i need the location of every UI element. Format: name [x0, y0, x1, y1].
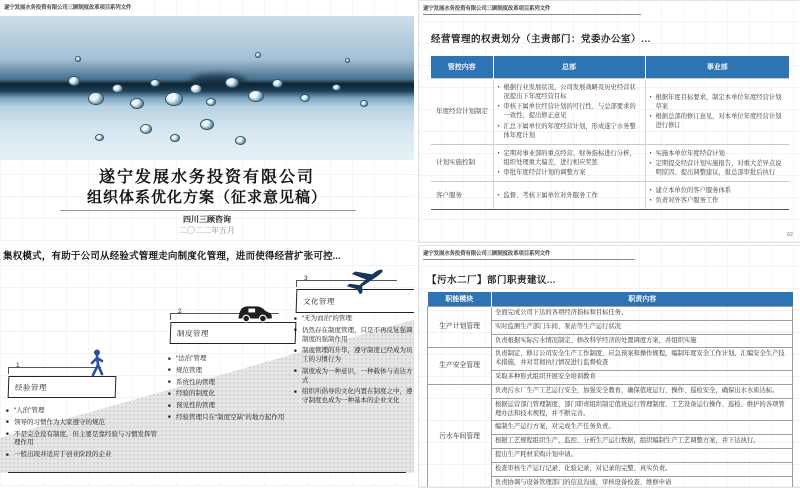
stage-label: 经验管理	[14, 382, 48, 392]
bullet-item: • 定期对事业部的重点经营、财务指标进行分析，组织处理重大偏差，进行相应奖惩	[498, 149, 641, 167]
list-item: ■ 预见性的管理	[168, 402, 306, 411]
bullet-item: • 实施本单位年度经营计划	[650, 149, 786, 158]
bubble	[170, 134, 180, 142]
bubble	[165, 92, 183, 106]
stage-banner	[170, 322, 297, 344]
duty-cell: 负责协调与设备管理部门的信息沟通，审核设备检查、维修申请	[492, 476, 793, 488]
bullet-item: • 审核下属单位经营计划的可行性、与总部要求的一致性，提出修正意见	[498, 102, 641, 120]
module-label: 生产安全管理	[428, 348, 492, 384]
bubble	[190, 84, 202, 94]
table-row	[428, 384, 793, 398]
duty-cell: 编制生产运行方案，对完成生产任务负责。	[492, 421, 793, 435]
bubble	[225, 77, 239, 88]
bubble	[248, 90, 264, 102]
list-item: ■ 组织所倡导的文化内置在制度之中，遵守制度也成为一种基本的企业文化	[294, 388, 414, 406]
list-item: ■ 制度管理的升华，遵守制度已经成为员工的习惯行为	[294, 347, 414, 365]
col-header-control-content: 管控内容	[431, 56, 493, 79]
bubble	[300, 94, 310, 102]
bullet-item: • 审批年度经营计划的调整方案	[498, 168, 641, 177]
row-label: 年度经营计划制定	[431, 79, 493, 145]
row-label: 计划实施控制	[431, 144, 493, 181]
slide-title: 经营管理的权责划分（主责部门：党委办公室）…	[431, 35, 652, 45]
bullet-item: • 负责对外客户服务工作	[650, 196, 786, 205]
droplet	[75, 56, 81, 62]
bu-cell	[645, 182, 789, 210]
slide-management-evolution	[0, 245, 414, 486]
duty-cell: 提出生产耗材采购计划申请。	[492, 448, 793, 462]
list-item: ■ 经验的制度化	[168, 390, 306, 399]
col-header-module: 职能模块	[428, 292, 492, 307]
authority-table	[431, 56, 789, 210]
water-photo	[0, 16, 414, 160]
stage-bullet-list	[294, 315, 414, 409]
bullet-item: • 根据行业发展状况、公司发展战略及历史经营状况提出下年度经营目标	[498, 83, 641, 101]
hq-cell	[493, 79, 645, 145]
doc-series-header: 遂宁发展水务投资有限公司三顾制度改革项目系列文件	[423, 6, 551, 12]
bubble	[95, 134, 104, 141]
bubble	[68, 76, 80, 86]
col-header-business-unit: 事业部	[645, 56, 789, 79]
hq-cell	[493, 182, 645, 210]
table-header-row	[428, 292, 793, 307]
bullet-item: • 根据年度目标要求，制定本单位年度经营计划草案	[650, 93, 786, 111]
hq-cell	[493, 144, 645, 181]
bullet-item: • 建立本单位的客户服务体系	[650, 186, 786, 195]
list-item: ■ 不是完全没有制度，但主要是靠经验与习惯发挥管理作用	[6, 431, 158, 449]
bullet-item: • 监督、考核下属单位对外服务工作	[498, 191, 641, 200]
bullet-item: • 定期提交经营计划实施报告，对重大差异点说明原因、提出调整建议，报总部审批后执行	[650, 159, 786, 177]
bubble	[332, 84, 341, 91]
module-label: 生产计划管理	[428, 307, 492, 348]
duty-cell: 负责污水厂生产工艺运行安全，加强安全教育，确保值班运行、操作、巡检安全，确保出水水质达标。	[492, 384, 793, 398]
stage-label: 文化管理	[302, 296, 336, 306]
stage-bullet-list	[6, 407, 158, 463]
duty-cell: 根据运营部门管理制度、部门职责组织制定值班运行管理制度、工艺设备运行操作、巡检、维护的各项管理办法和技术规程，并不断完善。	[492, 398, 793, 421]
bubble	[88, 92, 104, 105]
droplet	[345, 58, 350, 63]
list-item: ■ “无为而治”的管理	[294, 315, 414, 324]
list-item: ■ “法治”管理	[168, 355, 306, 364]
list-item: ■ 经验管理只在“制度空缺”的地方起作用	[168, 414, 306, 423]
cover-title-line1: 遂宁发展水务投资有限公司	[98, 169, 315, 186]
table-row	[431, 182, 789, 210]
bubble	[272, 79, 283, 88]
slide-title: 集权模式，有助于公司从经验式管理走向制度化管理，进而使得经营扩张可控...	[3, 252, 341, 262]
bubble	[150, 79, 160, 87]
bu-cell	[645, 144, 789, 181]
table-row	[428, 348, 793, 371]
bubble	[112, 84, 123, 93]
droplet	[255, 52, 261, 58]
step-number: 2	[178, 308, 182, 315]
list-item: ■ “人治”管理	[6, 407, 158, 416]
cover-divider	[60, 210, 356, 211]
bullet-item: • 汇总下属单位的年度经营计划，形成遂宁水务整体年度计划	[498, 122, 641, 140]
doc-series-header: 遂宁发展水务投资有限公司三顾制度改革项目系列文件	[4, 5, 132, 11]
doc-series-header: 遂宁发展水务投资有限公司三顾制度改革项目系列文件	[423, 251, 551, 257]
duty-cell: 根据工艺规程组织生产，监控、分析生产运行数据，组织编制生产工艺调整方案，并下达执行。	[492, 435, 793, 449]
list-item: ■ 制度成为一种意识，一种载体与表达方式	[294, 368, 414, 386]
slide-cover	[0, 0, 414, 241]
duty-cell: 负责制定、修订公司安全生产工作制度、应急预案和操作规程，编制年度安全工作计划、汇编安全生产技术措施，并对贯彻执行情况进行监督检查	[492, 348, 793, 371]
stage-bullet-list	[168, 355, 306, 426]
bubble	[140, 124, 152, 134]
list-item: ■ 规范管理	[168, 367, 306, 376]
car-icon	[234, 303, 274, 323]
page-number: 62	[786, 232, 793, 238]
slide-authority-split	[418, 0, 800, 243]
duty-cell: 检查审核生产运行记录、化验记录，对记录的完整、真实负责。	[492, 462, 793, 476]
col-header-duty: 职责内容	[492, 292, 793, 307]
table-header-row	[431, 56, 789, 79]
duties-table	[427, 292, 793, 488]
table-row	[428, 307, 793, 321]
duty-cell: 采取多种形式组织开展安全培训教育	[492, 371, 793, 385]
module-label: 污水车间管理	[428, 384, 492, 488]
step-number: 3	[304, 275, 308, 282]
list-item: ■ 系统性的管理	[168, 379, 306, 388]
bubble	[200, 119, 214, 130]
slide-title: 【污水二厂】部门职责建议...	[427, 276, 556, 286]
bubble	[235, 136, 246, 145]
list-item: ■ 仍然存在制度管理，只是不再反复强调制度的强制作用	[294, 327, 414, 345]
baseline	[8, 472, 406, 473]
bubble	[130, 98, 144, 109]
cover-title-line2: 组织体系优化方案（征求意见稿）	[86, 190, 327, 206]
bubble	[360, 100, 368, 107]
consultant-name: 四川三顾咨询	[183, 215, 231, 224]
bullet-item: • 根据总部的修订意见，对本单位年度经营计划进行修订	[650, 112, 786, 130]
duty-cell: 实时监测生产部门车间、泵站等生产运行状况	[492, 320, 793, 334]
table-row	[431, 144, 789, 181]
header-underline	[423, 259, 635, 260]
slide-department-duties	[418, 245, 800, 488]
list-item: ■ 一般出现并适应于创业阶段的企业	[6, 451, 158, 460]
col-header-headquarters: 总部	[493, 56, 645, 79]
stage-label: 制度管理	[176, 328, 210, 338]
duty-cell: 负责根据实际污水情况制定、修改科学经济的处置调度方案，并组织实施	[492, 334, 793, 348]
step-number: 1	[16, 362, 20, 369]
row-label: 客户服务	[431, 182, 493, 210]
stage-banner	[8, 376, 117, 398]
walking-person-icon	[86, 349, 108, 377]
bubble	[206, 98, 216, 106]
cover-date: 二〇二二年五月	[179, 226, 235, 235]
table-row	[431, 79, 789, 145]
header-underline	[423, 14, 641, 15]
airplane-icon	[340, 267, 388, 295]
list-item: ■ 领导的习惯作为大家遵守的规范	[6, 419, 158, 428]
duty-cell: 全面完成公司下达的各项经济指标和目标任务。	[492, 307, 793, 321]
bu-cell	[645, 79, 789, 145]
